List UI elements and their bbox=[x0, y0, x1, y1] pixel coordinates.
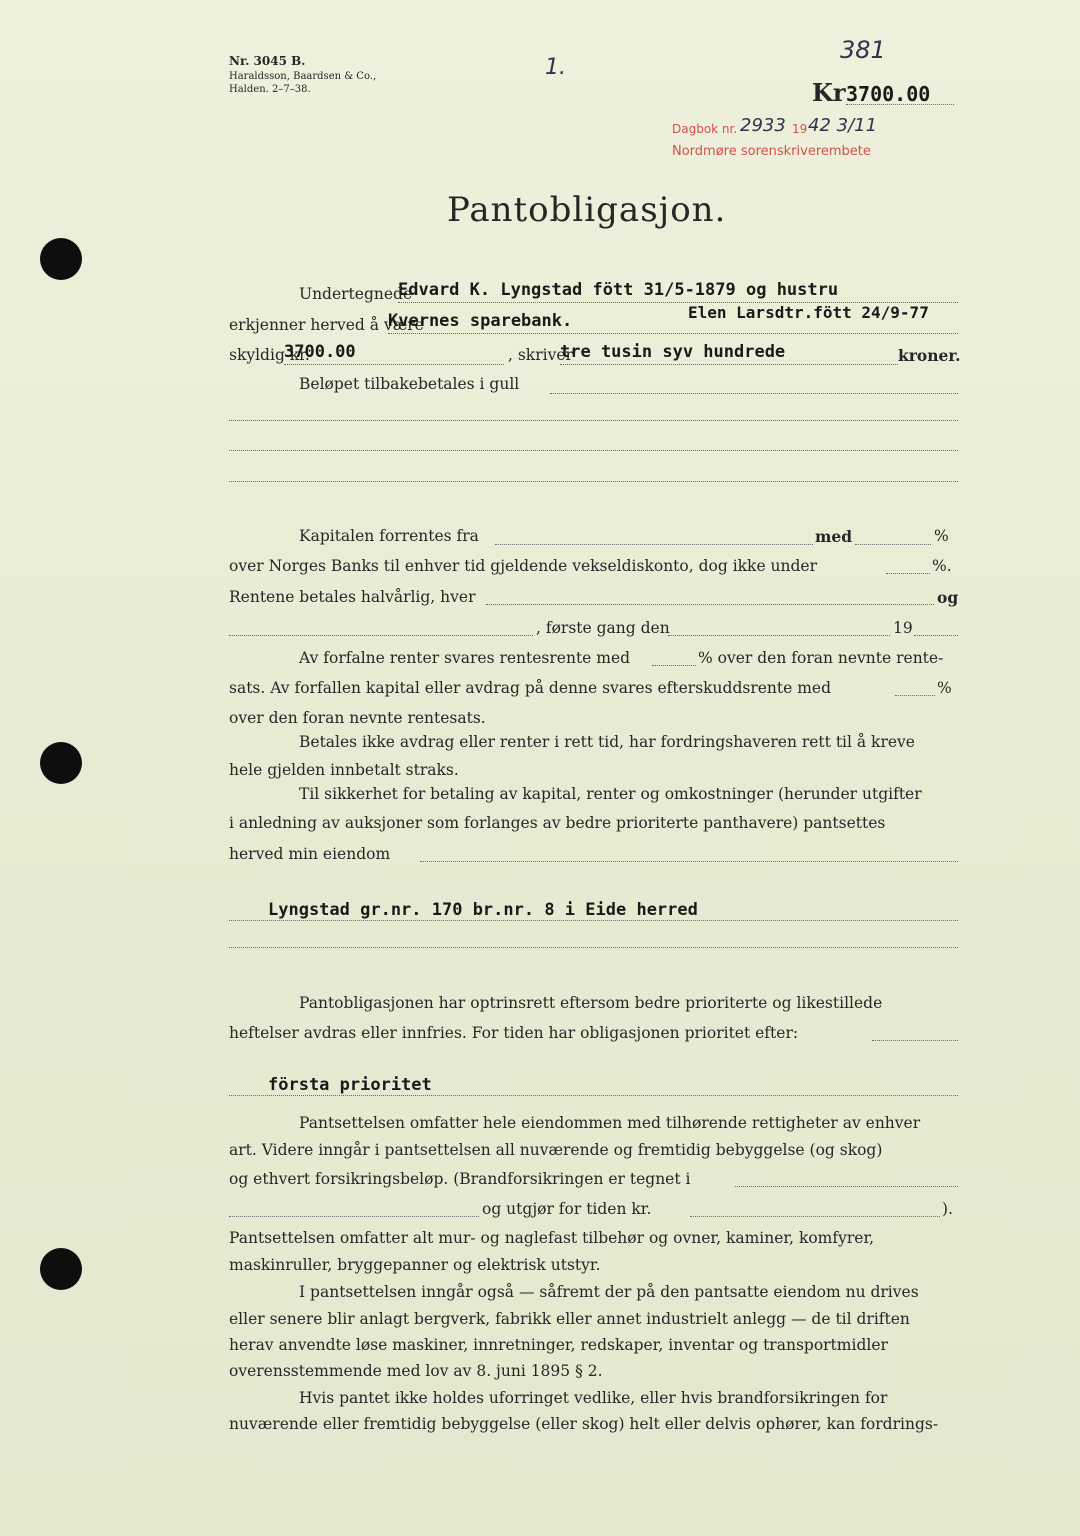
dotted-line bbox=[914, 635, 958, 636]
page-title: Pantobligasjon. bbox=[447, 190, 727, 230]
punch-hole bbox=[40, 1248, 82, 1290]
dotted-line bbox=[735, 1186, 958, 1187]
printer-line: Halden. 2–7–38. bbox=[229, 84, 311, 95]
dagbok-label: Dagbok nr. bbox=[672, 122, 738, 136]
dagbok-number: 2933 bbox=[740, 115, 786, 136]
skyldig-label: skyldig kr. bbox=[229, 346, 310, 364]
dotted-line bbox=[229, 420, 958, 421]
kapital-label: Kapitalen forrentes fra bbox=[299, 527, 479, 545]
text-line: % over den foran nevnte rente- bbox=[698, 649, 944, 667]
dotted-line bbox=[284, 364, 504, 365]
spouse-value: Elen Larsdtr.fött 24/9-77 bbox=[688, 303, 929, 322]
text-line: art. Videre inngår i pantsettelsen all nuværende og fremtidig bebyggelse (og skog) bbox=[229, 1141, 883, 1159]
priority-value: första prioritet bbox=[268, 1075, 432, 1095]
med-label: med bbox=[815, 527, 853, 546]
text-line: Betales ikke avdrag eller renter i rett tid, har fordringshaveren rett til å kreve bbox=[299, 733, 915, 751]
dotted-line bbox=[229, 635, 533, 636]
undertegnede-label: Undertegnede bbox=[299, 285, 413, 303]
rentene-label: Rentene betales halvårlig, hver bbox=[229, 588, 476, 606]
kroner-label: kroner. bbox=[898, 346, 961, 365]
text-line: heftelser avdras eller innfries. For tiden har obligasjonen prioritet efter: bbox=[229, 1024, 799, 1042]
dotted-line bbox=[560, 364, 898, 365]
text-line: og ethvert forsikringsbeløp. (Brandforsikringen er tegnet i bbox=[229, 1170, 691, 1188]
text-line: og utgjør for tiden kr. bbox=[482, 1200, 652, 1218]
skriver-label: , skriver bbox=[508, 346, 573, 364]
text-line: Av forfalne renter svares rentesrente med bbox=[299, 649, 631, 667]
dotted-line bbox=[486, 604, 934, 605]
punch-hole bbox=[40, 238, 82, 280]
percent-sign: %. bbox=[932, 557, 952, 575]
text-line: herved min eiendom bbox=[229, 845, 391, 863]
forste-gang-label: , første gang den bbox=[536, 619, 670, 637]
text-line: maskinruller, bryggepanner og elektrisk utstyr. bbox=[229, 1256, 601, 1274]
dotted-line bbox=[420, 861, 958, 862]
office-stamp: Nordmøre sorenskriverembete bbox=[672, 144, 871, 159]
dotted-line bbox=[652, 665, 696, 666]
form-number: Nr. 3045 B. bbox=[229, 54, 306, 68]
creditor-value: Kvernes sparebank. bbox=[388, 311, 573, 331]
text-line: over den foran nevnte rentesats. bbox=[229, 709, 486, 727]
text-line: nuværende eller fremtidig bebyggelse (eller skog) helt eller delvis ophører, kan fordrings- bbox=[229, 1415, 939, 1433]
text-line: Pantobligasjonen har optrinsrett eftersom bedre prioriterte og likestillede bbox=[299, 994, 883, 1012]
dotted-line bbox=[229, 947, 958, 948]
amount-header: 3700.00 bbox=[846, 82, 931, 106]
debtor-value: Edvard K. Lyngstad fött 31/5-1879 og hustru bbox=[398, 280, 839, 300]
handwritten-mark: 1. bbox=[545, 55, 566, 80]
dotted-line bbox=[668, 635, 890, 636]
dotted-line bbox=[846, 104, 954, 105]
amount-words: tre tusin syv hundrede bbox=[560, 342, 786, 362]
year-label: 19 bbox=[893, 619, 913, 637]
dotted-line bbox=[229, 1216, 479, 1217]
dotted-line bbox=[229, 1095, 958, 1096]
og-label: og bbox=[937, 588, 959, 607]
text-line: Hvis pantet ikke holdes uforringet vedlike, eller hvis brandforsikringen for bbox=[299, 1389, 888, 1407]
dotted-line bbox=[229, 450, 958, 451]
punch-hole bbox=[40, 742, 82, 784]
dotted-line bbox=[550, 393, 958, 394]
printer-line: Haraldsson, Baardsen & Co., bbox=[229, 71, 377, 82]
dotted-line bbox=[895, 695, 935, 696]
text-line: ). bbox=[942, 1200, 953, 1218]
erkjenner-label: erkjenner herved å være bbox=[229, 316, 424, 334]
text-line: hele gjelden innbetalt straks. bbox=[229, 761, 459, 779]
text-line: Til sikkerhet for betaling av kapital, renter og omkostninger (herunder utgifter bbox=[299, 785, 922, 803]
dotted-line bbox=[886, 573, 930, 574]
text-line: Pantsettelsen omfatter alt mur- og naglefast tilbehør og ovner, kaminer, komfyrer, bbox=[229, 1229, 875, 1247]
dotted-line bbox=[229, 481, 958, 482]
dotted-line bbox=[388, 333, 958, 334]
text-line: eller senere blir anlagt bergverk, fabrikk eller annet industrielt anlegg — de til driften bbox=[229, 1310, 910, 1328]
page-number: 381 bbox=[840, 36, 886, 64]
amount-prefix: Kr bbox=[812, 78, 846, 107]
dotted-line bbox=[872, 1040, 958, 1041]
stamp-date: 42 3/11 bbox=[808, 115, 878, 136]
text-line: Pantsettelsen omfatter hele eiendommen med tilhørende rettigheter av enhver bbox=[299, 1114, 921, 1132]
property-value: Lyngstad gr.nr. 170 br.nr. 8 i Eide herred bbox=[268, 900, 698, 920]
dotted-line bbox=[495, 544, 813, 545]
text-line: herav anvendte løse maskiner, innretninger, redskaper, inventar og transportmidler bbox=[229, 1336, 888, 1354]
dotted-line bbox=[229, 920, 958, 921]
percent-sign: % bbox=[937, 679, 952, 697]
dotted-line bbox=[855, 544, 931, 545]
gull-line: Beløpet tilbakebetales i gull bbox=[299, 375, 520, 393]
text-line: over Norges Banks til enhver tid gjeldende vekseldiskonto, dog ikke under bbox=[229, 557, 818, 575]
text-line: I pantsettelsen inngår også — såfremt der på den pantsatte eiendom nu drives bbox=[299, 1283, 919, 1301]
dotted-line bbox=[690, 1216, 940, 1217]
text-line: sats. Av forfallen kapital eller avdrag på denne svares efterskuddsrente med bbox=[229, 679, 832, 697]
skyldig-amount: 3700.00 bbox=[284, 342, 356, 362]
year-prefix: 19 bbox=[792, 122, 808, 136]
percent-sign: % bbox=[934, 527, 949, 545]
text-line: i anledning av auksjoner som forlanges av bedre prioriterte panthavere) pantsettes bbox=[229, 814, 886, 832]
text-line: overensstemmende med lov av 8. juni 1895 § 2. bbox=[229, 1362, 603, 1380]
